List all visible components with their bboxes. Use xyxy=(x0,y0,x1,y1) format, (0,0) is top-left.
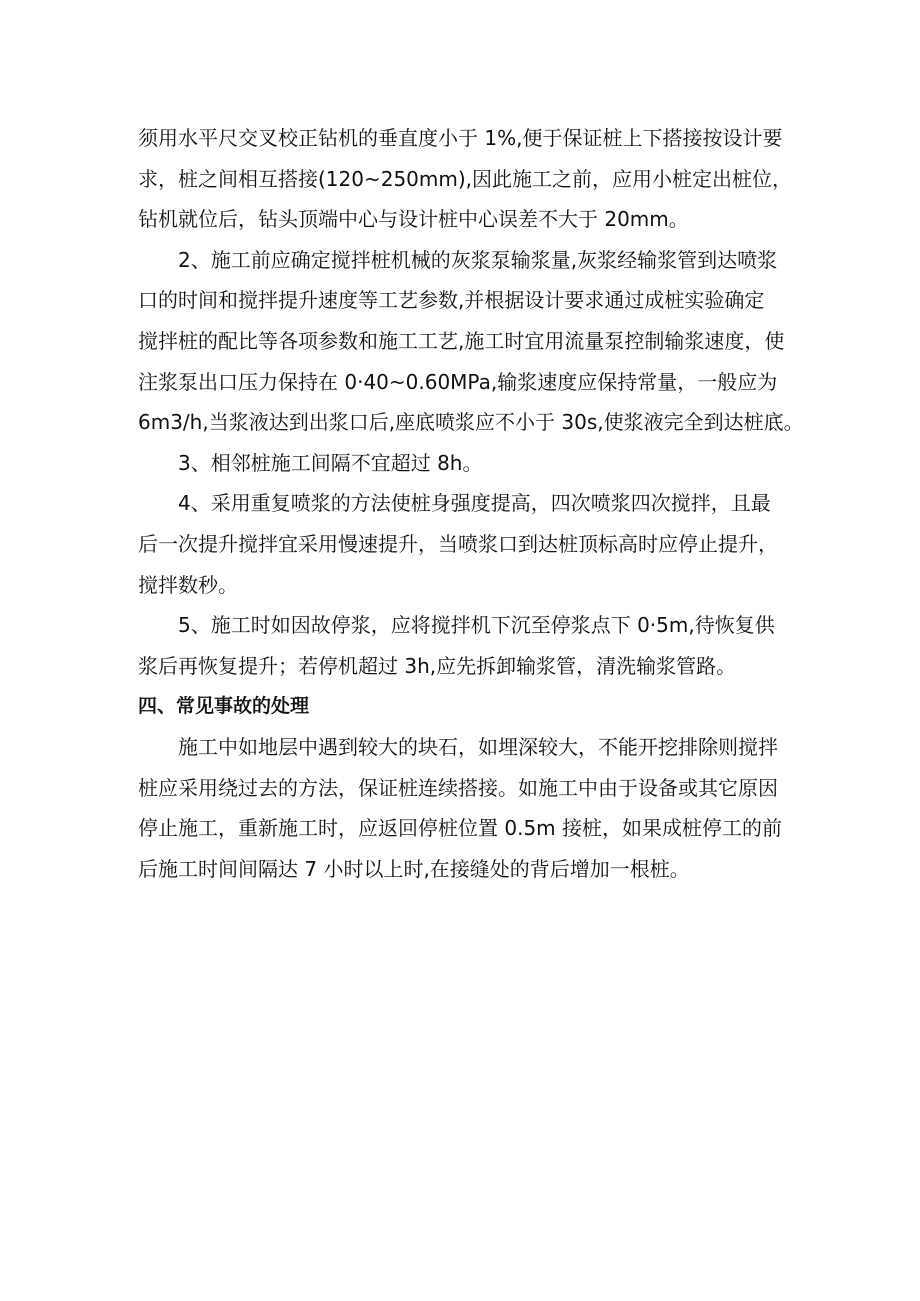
paragraph-item-3: 3、相邻桩施工间隔不宜超过 8h。 xyxy=(178,450,483,475)
text-line: 求，桩之间相互搭接(120~250mm),因此施工之前，应用小桩定出桩位， xyxy=(138,166,793,191)
text-line: 停止施工，重新施工时，应返回停桩位置 0.5m 接桩，如果成桩停工的前 xyxy=(138,816,783,841)
text-line: 6m3/h,当浆液达到出浆口后,座底喷浆应不小于 30s,使浆液完全到达桩底。 xyxy=(138,410,804,435)
section-heading: 四、常见事故的处理 xyxy=(138,695,310,718)
text-line: 桩应采用绕过去的方法，保证桩连续搭接。如施工中由于设备或其它原因 xyxy=(138,775,778,800)
text-line: 钻机就位后，钻头顶端中心与设计桩中心误差不大于 20mm。 xyxy=(138,207,689,232)
text-line: 口的时间和搅拌提升速度等工艺参数,并根据设计要求通过成桩实验确定 xyxy=(138,288,765,313)
paragraph-item-2: 2、施工前应确定搅拌桩机械的灰浆泵输浆量,灰浆经输浆管到达喷浆 xyxy=(178,247,778,272)
text-line: 浆后再恢复提升；若停机超过 3h,应先拆卸输浆管，清洗输浆管路。 xyxy=(138,653,737,678)
text-line: 搅拌桩的配比等各项参数和施工工艺,施工时宜用流量泵控制输浆速度，使 xyxy=(138,328,785,353)
document-body xyxy=(138,118,802,889)
text-line: 注浆泵出口压力保持在 0·40~0.60MPa,输浆速度应保持常量，一般应为 xyxy=(138,369,778,394)
paragraph-start: 施工中如地层中遇到较大的块石，如埋深较大，不能开挖排除则搅拌 xyxy=(178,734,778,759)
text-line: 搅拌数秒。 xyxy=(138,572,238,597)
text-line: 后施工时间间隔达 7 小时以上时,在接缝处的背后增加一根桩。 xyxy=(138,856,690,881)
text-line: 后一次提升搅拌宜采用慢速提升，当喷浆口到达桩顶标高时应停止提升， xyxy=(138,531,778,556)
text-line: 须用水平尺交叉校正钻机的垂直度小于 1%,便于保证桩上下搭接按设计要 xyxy=(138,126,783,150)
paragraph-item-5: 5、施工时如因故停浆，应将搅拌机下沉至停浆点下 0·5m,待恢复供 xyxy=(178,613,775,638)
paragraph-item-4: 4、采用重复喷浆的方法使桩身强度提高，四次喷浆四次搅拌，且最 xyxy=(178,491,771,516)
